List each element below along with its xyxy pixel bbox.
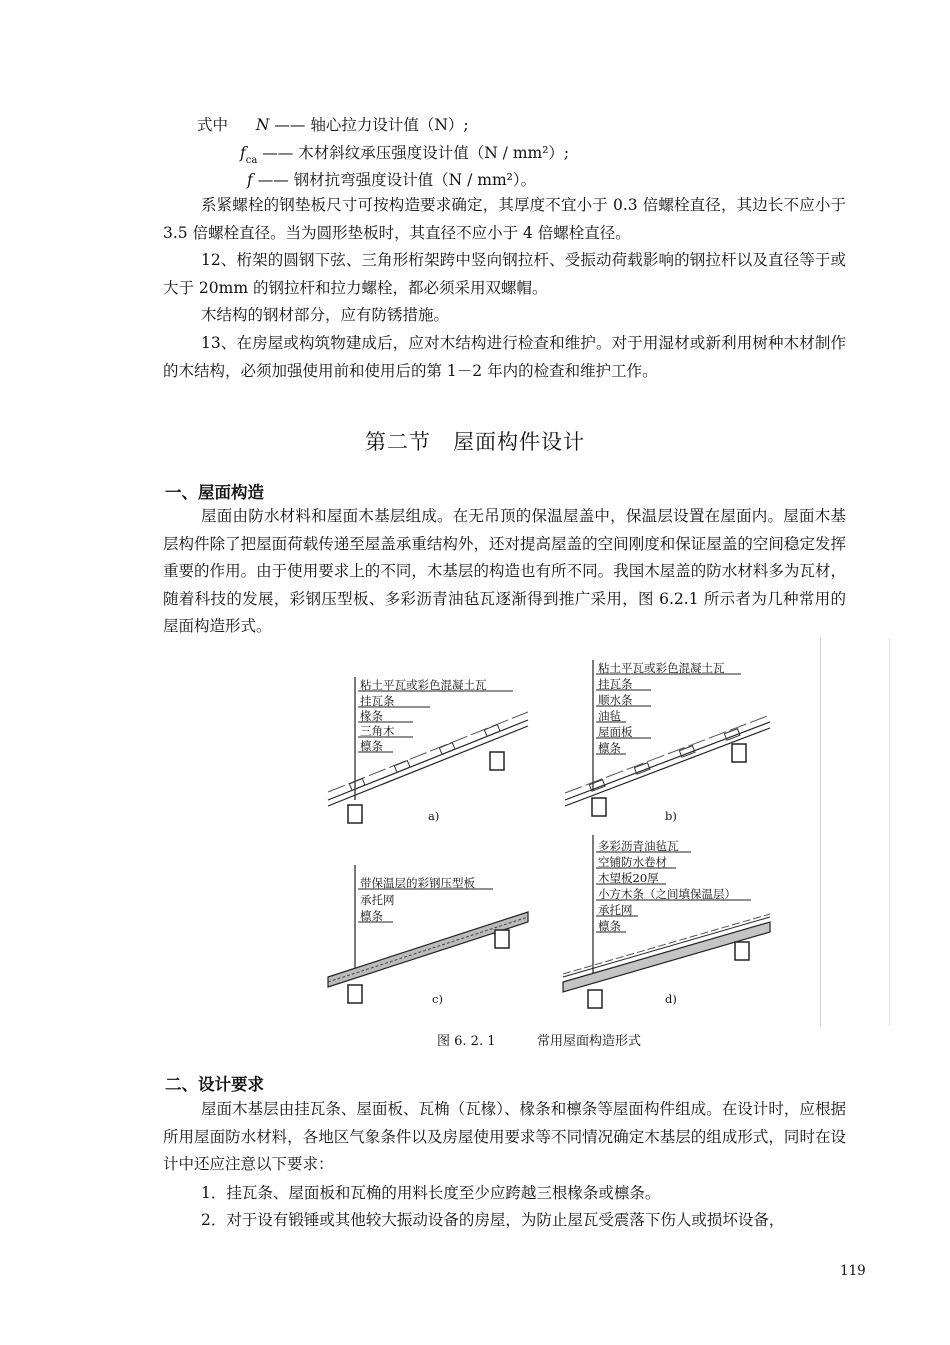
label-b-2: 顺水条 xyxy=(598,693,633,707)
n-description: 轴心拉力设计值（N）; xyxy=(310,116,469,134)
label-d-0: 多彩沥青油毡瓦 xyxy=(598,839,679,853)
label-b-4: 屋面板 xyxy=(598,725,633,739)
symbol-subscript: ca xyxy=(245,155,258,166)
paragraph-rust: 木结构的钢材部分，应有防锈措施。 xyxy=(201,306,450,324)
panel-a-tag: a) xyxy=(428,809,440,823)
dash: —— xyxy=(257,171,289,189)
formula-note-f xyxy=(247,170,536,190)
purlin-shape xyxy=(588,990,602,1008)
panel-c-tag: c) xyxy=(432,992,443,1006)
label-b-3: 油毡 xyxy=(598,709,621,723)
fca-description: 木材斜纹承压强度设计值（N / mm²）; xyxy=(298,144,570,162)
label-b-1: 挂瓦条 xyxy=(598,677,633,691)
formula-prefix: 式中 xyxy=(197,116,229,134)
paragraph-washer: 系紧螺栓的钢垫板尺寸可按构造要求确定，其厚度不宜小于 0.3 倍螺栓直径，其边长不应小于 3.5 倍螺栓直径。当为圆形垫板时，其直径不应小于 4 倍螺栓直径。 xyxy=(163,196,846,242)
panel-a xyxy=(328,677,528,823)
purlin-shape xyxy=(592,798,606,816)
label-d-4: 承托网 xyxy=(598,903,633,917)
label-d-3: 小方木条（之间填保温层） xyxy=(598,887,736,901)
label-b-0: 粘土平瓦或彩色混凝土瓦 xyxy=(598,661,725,675)
page-number: 119 xyxy=(840,1263,866,1279)
purlin-shape xyxy=(735,942,749,960)
label-d-1: 空铺防水卷材 xyxy=(598,855,667,869)
purlin-shape xyxy=(348,985,362,1003)
heading-roof-structure: 一、屋面构造 xyxy=(165,483,264,502)
paragraph-inspection: 13、在房屋或构筑物建成后，应对木结构进行检查和维护。对于用湿材或新利用树种木材制作的木结构，必须加强使用前和使用后的第 1－2 年内的检查和维护工作。 xyxy=(163,334,846,380)
section-title: 第二节 屋面构件设计 xyxy=(365,430,585,454)
symbol-f: f xyxy=(247,171,253,189)
panel-d xyxy=(563,835,770,1008)
label-a-4: 檩条 xyxy=(360,739,383,753)
panel-d-tag: d) xyxy=(665,992,677,1006)
purlin-shape xyxy=(490,752,504,770)
label-c-1: 承托网 xyxy=(360,893,395,907)
purlin-shape xyxy=(732,744,746,762)
panel-c xyxy=(328,865,528,1006)
label-a-1: 挂瓦条 xyxy=(360,694,395,708)
label-c-0: 带保温层的彩钢压型板 xyxy=(360,876,475,890)
label-d-5: 檩条 xyxy=(598,919,621,933)
formula-note-fca xyxy=(240,143,569,166)
purlin-shape xyxy=(495,930,509,948)
figure-border xyxy=(889,638,890,1026)
heading-design-requirements: 二、设计要求 xyxy=(165,1075,264,1094)
formula-note-n xyxy=(197,115,469,135)
label-a-3: 三角木 xyxy=(360,724,395,738)
figure-caption-number: 图 6. 2. 1 xyxy=(437,1034,496,1049)
figure-caption-text: 常用屋面构造形式 xyxy=(537,1034,642,1049)
symbol-n: N xyxy=(255,116,270,134)
purlin-shape xyxy=(348,805,362,823)
symbol-f: f xyxy=(240,144,246,162)
paragraph-design-requirements: 屋面木基层由挂瓦条、屋面板、瓦桷（瓦椽）、椽条和檩条等屋面构件组成。在设计时，应根据所用屋面防水材料，各地区气象条件以及房屋使用要求等不同情况确定木基层的组成形式，同时在设计中还应注意以下要求： xyxy=(163,1100,846,1173)
paragraph-roof-structure: 屋面由防水材料和屋面木基层组成。在无吊顶的保温屋盖中，保温层设置在屋面内。屋面木基层构件除了把屋面荷载传递至屋盖承重结构外，还对提高屋盖的空间刚度和保证屋盖的空间稳定发挥重要的作用。由于使用要求上的不同，木基层的构造也有所不同。我国木屋盖的防水材料多为瓦材，随着科技的发展，彩钢压型板、多彩沥青油毡瓦逐渐得到推广采用，图 6.2.1 所示者为几种常用的屋面构造形式。 xyxy=(163,507,846,635)
roof-construction-figure xyxy=(320,640,820,1030)
figure-border xyxy=(820,638,821,1026)
list-item-2: 2．对于设有锻锤或其他较大振动设备的房屋，为防止屋瓦受震落下伤人或损坏设备， xyxy=(201,1211,785,1229)
label-b-5: 檩条 xyxy=(598,741,621,755)
panel-b-tag: b) xyxy=(665,809,677,823)
label-a-0: 粘土平瓦或彩色混凝土瓦 xyxy=(360,678,487,692)
label-a-2: 椽条 xyxy=(360,709,383,723)
dash: —— xyxy=(274,116,306,134)
list-item-1: 1．挂瓦条、屋面板和瓦桷的用料长度至少应跨越三根椽条或檩条。 xyxy=(201,1184,661,1202)
panel-b xyxy=(565,660,770,823)
label-c-2: 檩条 xyxy=(360,909,383,923)
f-description: 钢材抗弯强度设计值（N / mm²）。 xyxy=(293,171,537,189)
paragraph-double-nut: 12、桁架的圆钢下弦、三角形桁架跨中竖向钢拉杆、受振动荷载影响的钢拉杆以及直径等于或大于 20mm 的钢拉杆和拉力螺栓，都必须采用双螺帽。 xyxy=(163,251,846,297)
dash: —— xyxy=(262,144,294,162)
label-d-2: 木望板20厚 xyxy=(598,871,659,885)
